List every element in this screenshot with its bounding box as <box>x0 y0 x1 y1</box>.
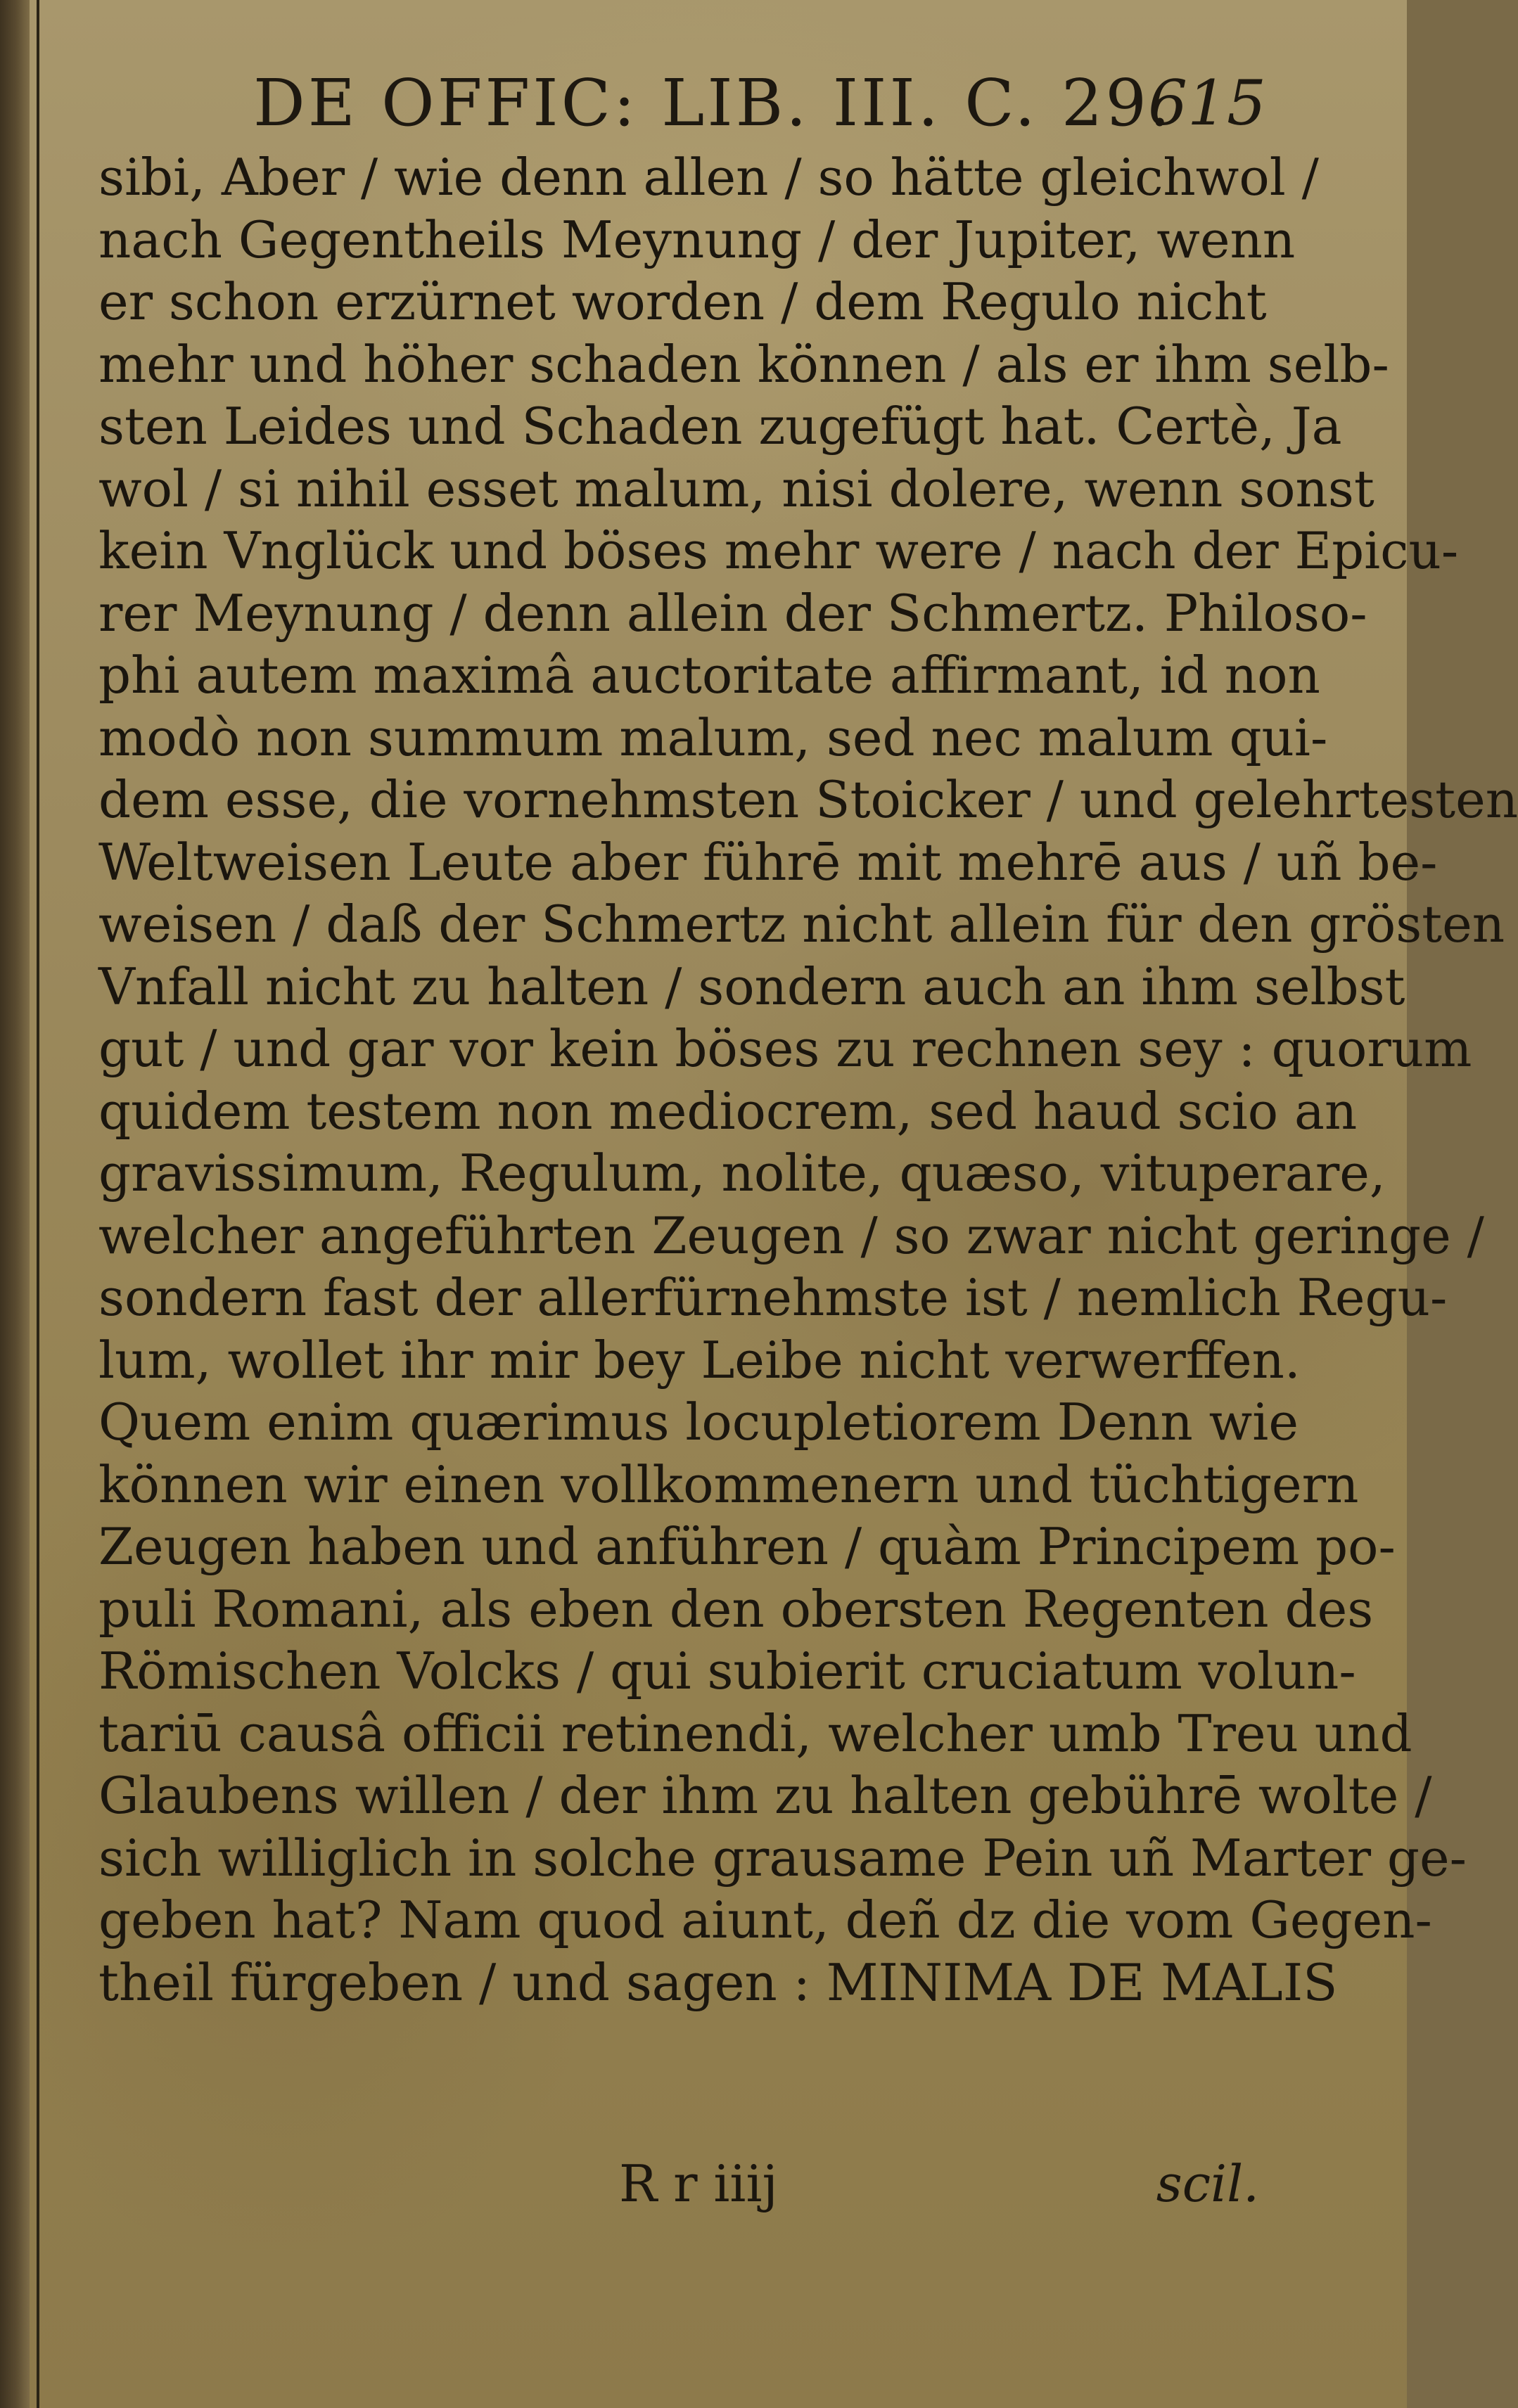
text-line: Römischen Volcks / qui subierit cruciatum volun- <box>98 1641 1356 1701</box>
text-line: welcher angeführten Zeugen / so zwar nicht geringe / <box>98 1205 1484 1265</box>
signature-mark: R r iiij <box>619 2154 778 2213</box>
text-line: mehr und höher schaden können / als er ihm selb- <box>98 334 1389 394</box>
text-line: sten Leides und Schaden zugefügt hat. Certè, Ja <box>98 397 1342 456</box>
text-line: können wir einen vollkommenern und tüchtigern <box>98 1454 1359 1514</box>
text-line: sibi, Aber / wie denn allen / so hätte gleichwol / <box>98 148 1319 207</box>
page-footer <box>98 2148 1259 2219</box>
text-line: modò non summum malum, sed nec malum qui- <box>98 707 1328 767</box>
text-line: phi autem maximâ auctoritate affirmant, id non <box>98 646 1320 705</box>
margin-rule <box>37 0 39 2408</box>
text-line: sich williglich in solche grausame Pein uñ Marter ge- <box>98 1828 1467 1888</box>
catchword: scil. <box>1156 2154 1259 2213</box>
running-head-title: DE OFFIC: LIB. III. C. 29. <box>253 65 1173 141</box>
page-number: 615 <box>1148 67 1266 139</box>
text-line: lum, wollet ihr mir bey Leibe nicht verwerffen. <box>98 1330 1301 1390</box>
text-line: gut / und gar vor kein böses zu rechnen sey : quorum <box>98 1019 1472 1078</box>
text-line: puli Romani, als eben den obersten Regenten des <box>98 1579 1374 1639</box>
running-head <box>253 65 1266 142</box>
text-line: wol / si nihil esset malum, nisi dolere, wenn sonst <box>98 459 1375 518</box>
text-line: geben hat? Nam quod aiunt, deñ dz die vom Gegen- <box>98 1890 1432 1949</box>
text-line: sondern fast der allerfürnehmste ist / nemlich Regu- <box>98 1268 1448 1327</box>
text-line: weisen / daß der Schmertz nicht allein für den grösten <box>98 895 1505 954</box>
text-line: rer Meynung / denn allein der Schmertz. Philoso- <box>98 583 1367 643</box>
text-line: Quem enim quærimus locupletiorem Denn wie <box>98 1392 1299 1452</box>
text-line: gravissimum, Regulum, nolite, quæso, vituperare, <box>98 1144 1386 1203</box>
text-line: Weltweisen Leute aber führē mit mehrē aus / uñ be- <box>98 832 1438 892</box>
text-line: theil fürgeben / und sagen : MINIMA DE MALIS <box>98 1952 1338 2012</box>
text-line: Zeugen haben und anführen / quàm Principem po- <box>98 1517 1396 1576</box>
text-line: quidem testem non mediocrem, sed haud scio an <box>98 1081 1358 1141</box>
text-line: tariū causâ officii retinendi, welcher umb Treu und <box>98 1703 1412 1763</box>
text-line: Glaubens willen / der ihm zu halten gebührē wolte / <box>98 1766 1432 1825</box>
text-line: dem esse, die vornehmsten Stoicker / und gelehrtesten <box>98 770 1518 829</box>
body-text <box>98 146 1518 2013</box>
page-gutter <box>0 0 30 2408</box>
text-line: Vnfall nicht zu halten / sondern auch an ihm selbst <box>98 956 1405 1016</box>
text-line: nach Gegentheils Meynung / der Jupiter, wenn <box>98 210 1296 269</box>
text-line: er schon erzürnet worden / dem Regulo nicht <box>98 272 1267 331</box>
text-line: kein Vnglück und böses mehr were / nach der Epicu- <box>98 521 1459 580</box>
